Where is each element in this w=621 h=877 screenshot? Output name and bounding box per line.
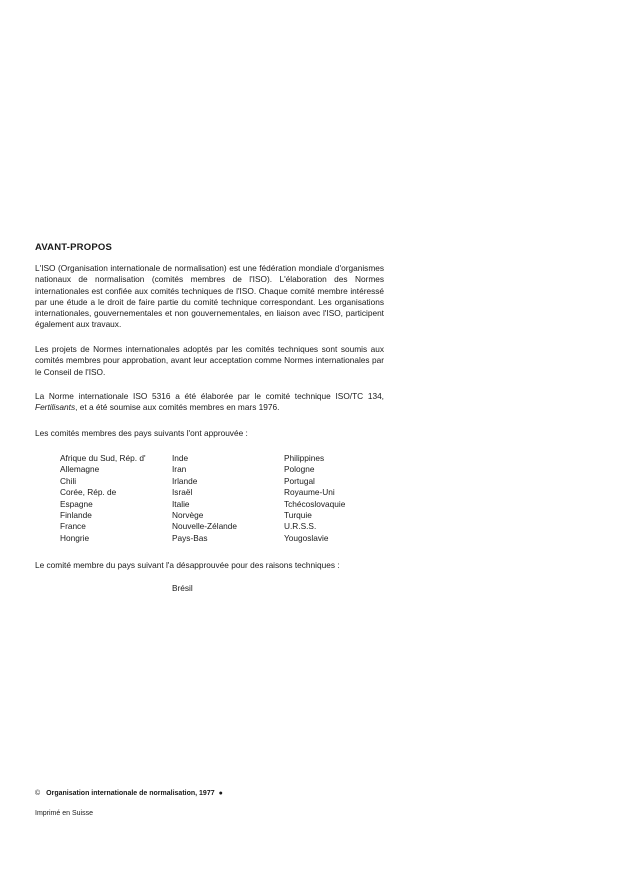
country-item: Inde: [172, 453, 189, 463]
country-item: U.R.S.S.: [284, 521, 317, 532]
country-item: Norvège: [172, 510, 204, 521]
country-item: Tchécoslovaquie: [284, 498, 346, 509]
country-item: Nouvelle-Zélande: [172, 521, 238, 532]
disapproved-country: Brésil: [172, 583, 193, 593]
country-item: Israël: [172, 487, 193, 498]
committee-title: Fertilisants: [35, 402, 76, 413]
country-item: Corée, Rép. de: [60, 487, 117, 498]
standard-text-end: , et a été soumise aux comités membres en mars 1976.: [75, 402, 280, 413]
country-item: Pays-Bas: [172, 532, 208, 543]
country-item: Allemagne: [60, 464, 100, 475]
country-item: Turquie: [284, 510, 312, 521]
approval-intro: Les comités membres des pays suivants l'ont approuvée :: [35, 428, 248, 438]
standard-text-start: La Norme internationale ISO 5316 a été élaborée par le comité technique ISO/TC 134,: [35, 391, 384, 401]
country-item: Italie: [172, 498, 190, 509]
country-item: Irlande: [172, 475, 198, 486]
country-item: Hongrie: [60, 532, 90, 543]
foreword-heading: AVANT-PROPOS: [35, 242, 112, 253]
disapproval-intro: Le comité membre du pays suivant l'a désapprouvée pour des raisons techniques :: [35, 560, 340, 570]
country-item: Espagne: [60, 498, 93, 509]
country-item: Philippines: [284, 453, 325, 463]
printed-in: Imprimé en Suisse: [35, 810, 93, 817]
foreword-paragraph-approval: Les projets de Normes internationales adoptés par les comités techniques sont soumis aux comités membres pour approbation, avant leur acceptation comme Normes internationales par le Conseil de l'ISO.: [35, 344, 384, 377]
approved-countries-col3: [284, 453, 345, 544]
copyright-symbol: ©: [35, 790, 41, 797]
approved-countries-col2: [172, 453, 237, 544]
copyright-line: [35, 790, 223, 797]
bullet-icon: ●: [218, 790, 223, 797]
country-item: Chili: [60, 475, 77, 486]
country-item: Iran: [172, 464, 187, 475]
foreword-paragraph-iso: L'ISO (Organisation internationale de normalisation) est une fédération mondiale d'organismes nationaux de normalisation (comités membres de l'ISO). L'élaboration des Normes internationales est confiée aux comités techniques de l'ISO. Chaque comité membre intéressé par une étude a le droit de faire partie du comité technique correspondant. Les organisations internationales, gouvernementales et non gouvernementales, en liaison avec l'ISO, participent également aux travaux.: [35, 263, 384, 330]
country-item: France: [60, 521, 86, 532]
approved-countries-col1: [60, 453, 146, 544]
country-item: Royaume-Uni: [284, 487, 335, 498]
country-item: Pologne: [284, 464, 315, 475]
country-item: Finlande: [60, 510, 92, 521]
country-item: Yougoslavie: [284, 532, 329, 543]
country-item: Portugal: [284, 475, 315, 486]
foreword-paragraph-standard: [35, 391, 384, 414]
copyright-text: Organisation internationale de normalisation, 1977: [46, 790, 215, 797]
country-item: Afrique du Sud, Rép. d': [60, 453, 146, 463]
